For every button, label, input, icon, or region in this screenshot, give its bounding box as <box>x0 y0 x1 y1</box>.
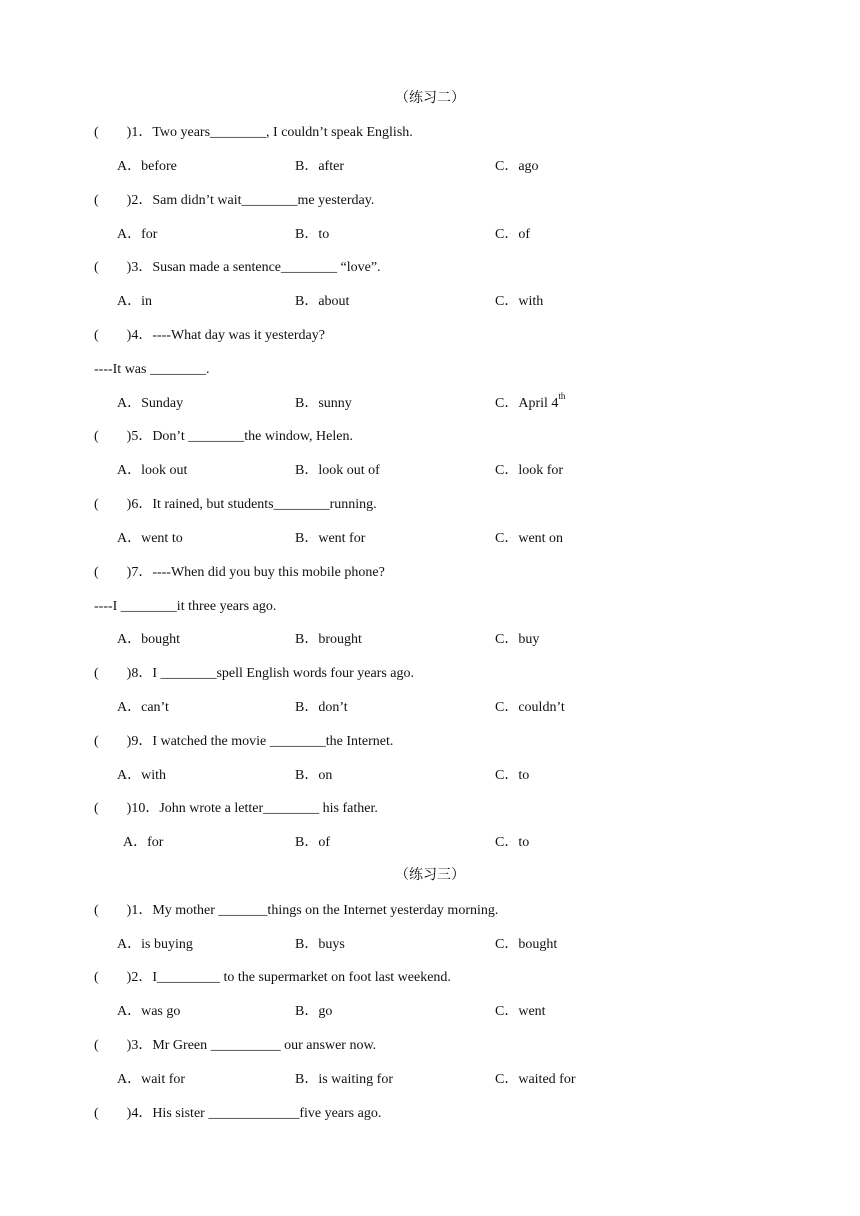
question-stem: ( )1．My mother _______things on the Internet yesterday morning. <box>94 903 499 918</box>
option-a: A．bought <box>117 632 180 647</box>
option-b: B．look out of <box>295 463 380 478</box>
option-a: A．for <box>123 835 164 850</box>
option-c: C．ago <box>495 159 539 174</box>
option-b: B．brought <box>295 632 362 647</box>
option-a: A．was go <box>117 1004 181 1019</box>
option-a: A．before <box>117 159 177 174</box>
option-b: B．went for <box>295 531 366 546</box>
question-stem: ( )4．----What day was it yesterday? <box>94 328 325 343</box>
option-b: B．after <box>295 159 344 174</box>
question-stem: ( )2．Sam didn’t wait________me yesterday. <box>94 193 375 208</box>
option-a: A．Sunday <box>117 396 184 411</box>
option-c: C．couldn’t <box>495 700 565 715</box>
option-b: B．is waiting for <box>295 1072 393 1087</box>
option-a: A．look out <box>117 463 188 478</box>
option-a: A．can’t <box>117 700 169 715</box>
option-b: B．to <box>295 227 330 242</box>
option-a: A．wait for <box>117 1072 186 1087</box>
question-stem: ( )2．I_________ to the supermarket on foot last weekend. <box>94 970 451 985</box>
question-stem: ( )4．His sister _____________five years ago. <box>94 1106 382 1121</box>
option-c: C．went <box>495 1004 546 1019</box>
question-stem: ( )1．Two years________, I couldn’t speak English. <box>94 125 413 140</box>
option-a: A．with <box>117 768 166 783</box>
option-b: B．of <box>295 835 330 850</box>
option-c: C．with <box>495 294 544 309</box>
question-stem: ( )3．Susan made a sentence________ “love”. <box>94 260 381 275</box>
option-b: B．about <box>295 294 350 309</box>
option-c: C．to <box>495 835 530 850</box>
superscript: th <box>558 391 566 402</box>
question-stem: ( )3．Mr Green __________ our answer now. <box>94 1038 377 1053</box>
question-stem: ( )6．It rained, but students________running. <box>94 497 377 512</box>
question-stem: ( )10．John wrote a letter________ his father. <box>94 801 378 816</box>
question-continuation: ----I ________it three years ago. <box>94 599 277 614</box>
option-c: C．to <box>495 768 530 783</box>
section-title: （练习二） <box>395 91 465 106</box>
section-title: （练习三） <box>395 868 465 883</box>
option-c: C．buy <box>495 632 540 647</box>
option-b: B．don’t <box>295 700 348 715</box>
option-a: A．is buying <box>117 937 193 952</box>
option-c: C．bought <box>495 937 558 952</box>
option-b: B．go <box>295 1004 333 1019</box>
option-c-text: C．April 4 <box>495 396 559 411</box>
question-stem: ( )9．I watched the movie ________the Internet. <box>94 734 394 749</box>
option-c: C．look for <box>495 463 564 478</box>
question-stem: ( )8．I ________spell English words four years ago. <box>94 666 415 681</box>
question-stem: ( )7．----When did you buy this mobile phone? <box>94 565 385 580</box>
option-b: B．on <box>295 768 333 783</box>
option-c: C．of <box>495 227 530 242</box>
option-a: A．for <box>117 227 158 242</box>
option-b: B．sunny <box>295 396 352 411</box>
option-c: C．went on <box>495 531 564 546</box>
option-a: A．in <box>117 294 152 309</box>
option-a: A．went to <box>117 531 183 546</box>
question-stem: ( )5．Don’t ________the window, Helen. <box>94 429 353 444</box>
question-continuation: ----It was ________. <box>94 362 210 377</box>
option-c <box>495 391 566 413</box>
option-b: B．buys <box>295 937 345 952</box>
option-c: C．waited for <box>495 1072 576 1087</box>
